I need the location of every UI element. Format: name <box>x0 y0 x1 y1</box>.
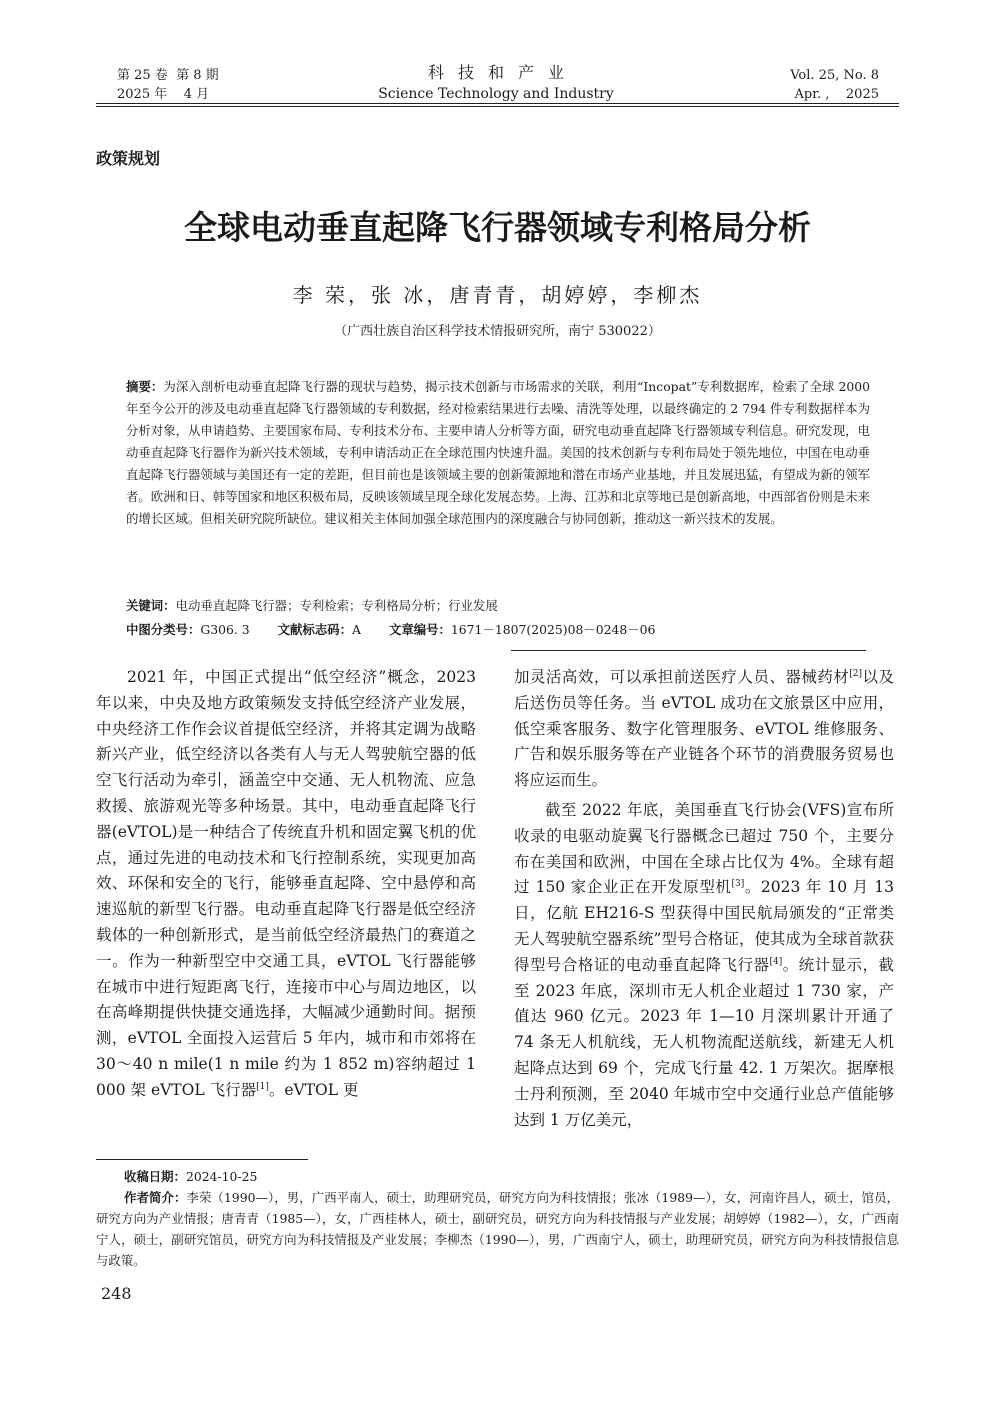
affiliation: （广西壮族自治区科学技术情报研究所，南宁 530022） <box>334 324 661 339</box>
body-text: 。eVTOL 更 <box>268 1080 359 1099</box>
section-label: 政策规划 <box>96 149 161 168</box>
body-text: 。2023 年 10 月 13 日，亿航 EH216-S 型获得中国民航局颁发的“正常类无人驾驶航空器系统”型号合格证，使其成为全球首款获得型号合格证的电动垂直起降飞行器 <box>514 878 894 974</box>
body-text: 以及后送伤员等任务。当 eVTOL 成功在文旅景区中应用，低空乘客服务、数字化管理服务、eVTOL 维修服务、广告和娱乐服务等在产业链各个环节的消费服务贸易也将应运而生。 <box>514 668 894 790</box>
header-volume-issue: 第 25 卷 第 8 期 <box>117 68 219 83</box>
header-year-month: 2025 年 4 月 <box>117 87 210 102</box>
article-no-value: 1671－1807(2025)08－0248－06 <box>450 622 656 637</box>
citation-ref: [3] <box>731 879 745 890</box>
header-volume-info <box>117 66 219 104</box>
journal-name-en: Science Technology and Industry <box>378 86 614 102</box>
page-number: 248 <box>101 1284 132 1303</box>
doc-code-label: 文献标志码： <box>277 622 352 637</box>
author-bio-label: 作者简介： <box>124 1190 187 1205</box>
doc-code-value: A <box>352 622 361 637</box>
keywords <box>126 596 870 616</box>
received-label: 收稿日期： <box>124 1169 186 1184</box>
body-text: 加灵活高效，可以承担前送医疗人员、器械药材 <box>514 668 850 686</box>
body-paragraph <box>514 665 894 794</box>
received-date <box>96 1166 899 1187</box>
abstract <box>126 376 870 530</box>
body-text: 截至 2022 年底，美国垂直飞行协会(VFS)宣布所收录的电驱动旋翼飞行器概念已超过 750 个，主要分布在美国和欧洲，中国在全球占比仅为 4%。全球有超过 150 家企业正在开发原型机 <box>514 800 894 897</box>
clc-value: G306. 3 <box>200 622 250 637</box>
header-date-en: Apr. , 2025 <box>794 87 879 102</box>
received-value: 2024-10-25 <box>185 1169 258 1184</box>
abstract-label: 摘要： <box>126 379 164 394</box>
keywords-label: 关键词： <box>126 598 176 613</box>
author-bio-text: 李荣（1990—），男，广西平南人，硕士，助理研究员，研究方向为科技情报；张冰（1989—），女，河南许昌人，硕士，馆员，研究方向为产业情报；唐青青（1985—），女，广西桂林人，硕士，副研究员，研究方向为科技情报与产业发展；胡婷婷（1982—），女，广西南宁人，硕士，副研究馆员，研究方向为科技情报及产业发展；李柳杰（1990—），男，广西南宁人，硕士，助理研究员，研究方向为科技情报信息与政策。 <box>96 1190 899 1268</box>
header-volume-info-en <box>790 66 879 104</box>
header-vol-no: Vol. 25, No. 8 <box>790 68 879 83</box>
abstract-text: 为深入剖析电动垂直起降飞行器的现状与趋势，揭示技术创新与市场需求的关联，利用“Incopat”专利数据库，检索了全球 2000 年至今公开的涉及电动垂直起降飞行器领域的专利数据，经对检索结果进行去噪、清洗等处理，以最终确定的 2 794 件专利数据样本为分析对象，从申请趋势、主要国家布局、专利技术分布、主要申请人分析等方面，研究电动垂直起降飞行器领域专利信息。研究发现，电动垂直起降飞行器作为新兴技术领域，专利申请活动正在全球范围内快速升温。美国的技术创新与专利布局处于领先地位，中国在电动垂直起降飞行器领域与美国还有一定的差距，但目前也是该领域主要的创新策源地和潜在市场产业基地，并且发展迅猛，有望成为新的领军者。欧洲和日、韩等国家和地区积极布局，反映该领域呈现全球化发展态势。上海、江苏和北京等地已是创新高地，中西部省份则是未来的增长区域。但相关研究院所缺位。建议相关主体间加强全球范围内的深度融合与协同创新，推动这一新兴技术的发展。 <box>126 379 871 526</box>
footnote-rule <box>96 1159 308 1160</box>
header-rule-thin <box>96 106 899 107</box>
author-list: 李 荣，张 冰，唐青青，胡婷婷，李柳杰 <box>292 283 703 307</box>
classification-line <box>126 620 870 640</box>
body-column-left <box>96 665 476 1104</box>
body-text: 2021 年，中国正式提出“低空经济”概念，2023 年以来，中央及地方政策频发支持低空经济产业发展，中央经济工作作会议首提低空经济，并将其定调为战略新兴产业，低空经济以各类有人与无人驾驶航空器的低空飞行活动为牵引，涵盖空中交通、无人机物流、应急救援、旅游观光等多种场景。其中，电动垂直起降飞行器(eVTOL)是一种结合了传统直升机和固定翼飞机的优点，通过先进的电动技术和飞行控制系统，实现更加高效、环保和安全的飞行，能够垂直起降、空中悬停和高速巡航的新型飞行器。电动垂直起降飞行器是低空经济载体的一种创新形式，是当前低空经济最热门的赛道之一。作为一种新型空中交通工具，eVTOL 飞行器能够在城市中进行短距离飞行，连接市中心与周边地区，以在高峰期提供快捷交通选择，大幅减少通勤时间。据预测，eVTOL 全面投入运营后 5 年内，城市和市郊将在 30～40 n mile(1 n mile 约为 1 852 m)容纳超过 1 000 架 eVTOL 飞行器 <box>96 668 476 1099</box>
body-paragraph <box>96 665 476 1104</box>
header-journal-name <box>300 62 692 104</box>
author-bio <box>96 1187 899 1271</box>
clc-label: 中图分类号： <box>126 622 201 637</box>
citation-ref: [1] <box>256 1081 269 1092</box>
header-rule <box>96 103 899 104</box>
abstract-separator-rule <box>511 650 866 651</box>
citation-ref: [2] <box>849 668 863 679</box>
body-text: 。统计显示，截至 2023 年底，深圳市无人机企业超过 1 730 家，产值达 960 亿元。2023 年 1—10 月深圳累计开通了 74 条无人机航线，无人机物流配送航线，新建无人机起降点达到 69 个，完成飞行量 42. 1 万架次。据摩根士丹利预测，至 2040 年城市空中交通行业总产值能够达到 1 万亿美元， <box>514 955 894 1129</box>
footnote <box>96 1166 899 1271</box>
article-title: 全球电动垂直起降飞行器领域专利格局分析 <box>184 208 811 247</box>
body-column-right <box>514 665 894 1133</box>
journal-name-cn: 科技和产业 <box>427 63 578 82</box>
article-no-label: 文章编号： <box>388 622 451 637</box>
keywords-text: 电动垂直起降飞行器；专利检索；专利格局分析；行业发展 <box>175 598 498 613</box>
body-paragraph <box>514 798 894 1133</box>
citation-ref: [4] <box>769 956 783 967</box>
